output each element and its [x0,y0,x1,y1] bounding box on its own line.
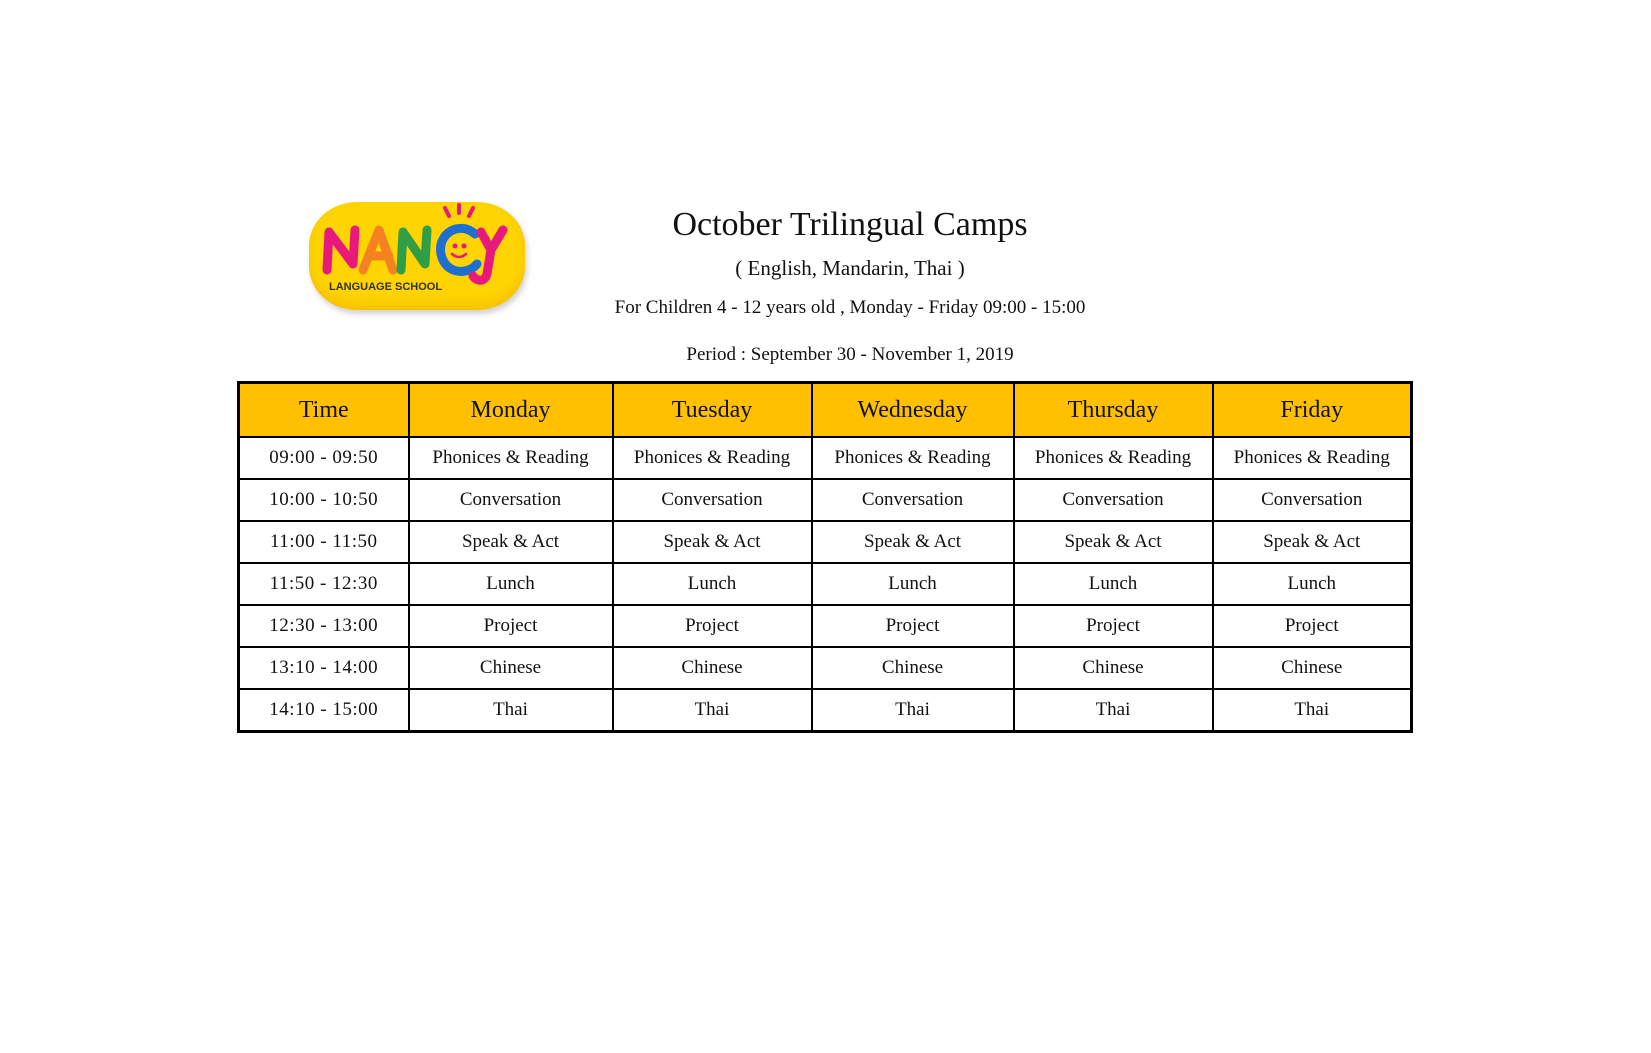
time-slot-cell: 09:00 - 09:50 [239,437,409,479]
smiley-eye-icon [453,244,458,249]
column-header-friday: Friday [1213,383,1412,438]
activity-cell: Thai [1213,689,1412,732]
table-row [239,479,1412,521]
activity-cell: Lunch [1213,563,1412,605]
smiley-eye-icon [462,244,467,249]
activity-cell: Chinese [1014,647,1213,689]
activity-cell: Lunch [613,563,812,605]
activity-cell: Conversation [1213,479,1412,521]
nancy-logo-graphic [309,202,525,310]
nancy-logo [309,202,525,310]
languages-subtitle: ( English, Mandarin, Thai ) [735,256,965,280]
logo-letter-c [441,228,477,271]
activity-cell: Lunch [812,563,1014,605]
activity-cell: Phonices & Reading [1014,437,1213,479]
audience-info: For Children 4 - 12 years old , Monday - Friday 09:00 - 15:00 [614,297,1086,318]
activity-cell: Chinese [812,647,1014,689]
logo-letter-a [363,230,393,270]
table-row [239,605,1412,647]
activity-cell: Speak & Act [1014,521,1213,563]
activity-cell: Conversation [1014,479,1213,521]
activity-cell: Thai [812,689,1014,732]
table-row [239,647,1412,689]
activity-cell: Speak & Act [812,521,1014,563]
activity-cell: Lunch [1014,563,1213,605]
activity-cell: Lunch [409,563,613,605]
activity-cell: Phonices & Reading [409,437,613,479]
table-row [239,437,1412,479]
activity-cell: Speak & Act [409,521,613,563]
activity-cell: Speak & Act [1213,521,1412,563]
schedule-table [237,381,1413,733]
activity-cell: Phonices & Reading [1213,437,1412,479]
activity-cell: Thai [1014,689,1213,732]
activity-cell: Project [613,605,812,647]
column-header-tuesday: Tuesday [613,383,812,438]
time-slot-cell: 13:10 - 14:00 [239,647,409,689]
table-row [239,563,1412,605]
activity-cell: Conversation [613,479,812,521]
activity-cell: Conversation [409,479,613,521]
activity-cell: Phonices & Reading [613,437,812,479]
activity-cell: Conversation [812,479,1014,521]
time-slot-cell: 11:00 - 11:50 [239,521,409,563]
activity-cell: Thai [613,689,812,732]
camp-period: Period : September 30 - November 1, 2019 [686,344,1014,365]
column-header-wednesday: Wednesday [812,383,1014,438]
column-header-monday: Monday [409,383,613,438]
activity-cell: Speak & Act [613,521,812,563]
activity-cell: Project [409,605,613,647]
time-slot-cell: 12:30 - 13:00 [239,605,409,647]
time-slot-cell: 11:50 - 12:30 [239,563,409,605]
smiley-mouth-icon [452,254,466,257]
logo-letter-n [327,230,355,270]
table-row [239,689,1412,732]
activity-cell: Project [1014,605,1213,647]
column-header-thursday: Thursday [1014,383,1213,438]
sun-rays-icon [445,205,473,216]
logo-tagline: LANGUAGE SCHOOL [329,281,443,293]
activity-cell: Chinese [1213,647,1412,689]
activity-cell: Chinese [613,647,812,689]
schedule-header-row [239,383,1412,438]
page-title: October Trilingual Camps [672,206,1028,243]
activity-cell: Project [1213,605,1412,647]
logo-letter-n2 [401,230,427,270]
activity-cell: Chinese [409,647,613,689]
activity-cell: Project [812,605,1014,647]
time-slot-cell: 14:10 - 15:00 [239,689,409,732]
column-header-time: Time [239,383,409,438]
activity-cell: Phonices & Reading [812,437,1014,479]
time-slot-cell: 10:00 - 10:50 [239,479,409,521]
table-row [239,521,1412,563]
activity-cell: Thai [409,689,613,732]
